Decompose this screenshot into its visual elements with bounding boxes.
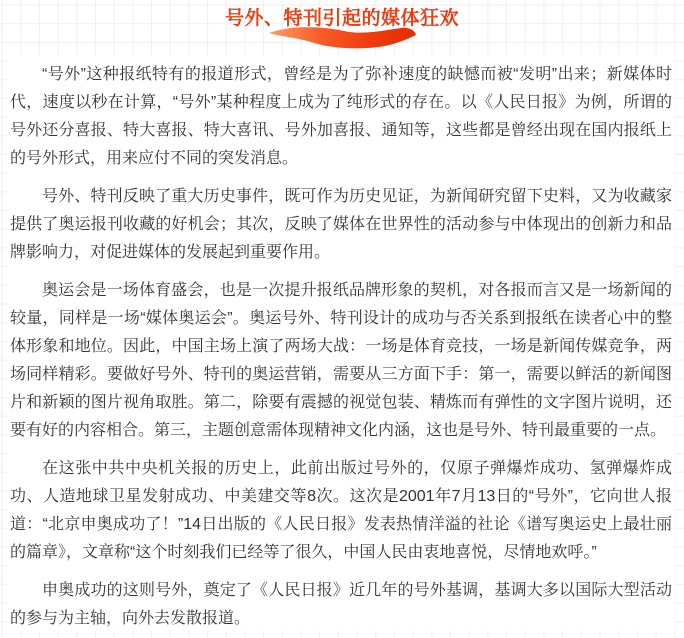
article-title: 号外、特刊引起的媒体狂欢	[224, 8, 459, 29]
article-paragraph: 号外、特刊反映了重大历史事件，既可作为历史见证，为新闻研究留下史料，又为收藏家提供了奥运报刊收藏的好机会；其次，反映了媒体在世界性的活动参与中体现出的创新力和品牌影响力，对促进媒体的发展起到重要作用。	[10, 188, 672, 261]
article-paragraph: 申奥成功的这则号外，奠定了《人民日报》近几年的号外基调，基调大多以国际大型活动的参与为主轴，向外去发散报道。	[10, 582, 672, 627]
article-paragraph: “号外”这种报纸特有的报道形式，曾经是为了弥补速度的缺憾而被“发明”出来；新媒体时代，速度以秒在计算，“号外”某种程度上成为了纯形式的存在。以《人民日报》为例，所谓的号外还分喜报、特大喜报、特大喜讯、号外加喜报、通知等，这些都是曾经出现在国内报纸上的号外形式，用来应付不同的突发消息。	[10, 66, 672, 167]
article-header	[0, 0, 684, 55]
article-body	[7, 55, 675, 631]
article-paragraph: 在这张中共中央机关报的历史上，此前出版过号外的，仅原子弹爆炸成功、氢弹爆炸成功、人造地球卫星发射成功、中美建交等8次。这次是2001年7月13日的“号外”，它向世人报道：“北京申奥成功了！”14日出版的《人民日报》发表热情洋溢的社论《谱写奥运史上最壮丽的篇章》，文章称“这个时刻我们已经等了很久，中国人民由衷地喜悦，尽情地欢呼。”	[10, 460, 672, 561]
article-paragraph: 奥运会是一场体育盛会，也是一次提升报纸品牌形象的契机，对各报而言又是一场新闻的较量，同样是一场“媒体奥运会”。奥运号外、特刊设计的成功与否关系到报纸在读者心中的整体形象和地位。因此，中国主场上演了两场大战：一场是体育竞技，一场是新闻传媒竞争，两场同样精彩。要做好号外、特刊的奥运营销，需要从三方面下手：第一，需要以鲜活的新闻图片和新颖的图片视角取胜。第二，除要有震撼的视觉包装、精炼而有弹性的文字图片说明，还要有好的内容相合。第三，主题创意需体现精神文化内涵，这也是号外、特刊最重要的一点。	[10, 282, 672, 439]
